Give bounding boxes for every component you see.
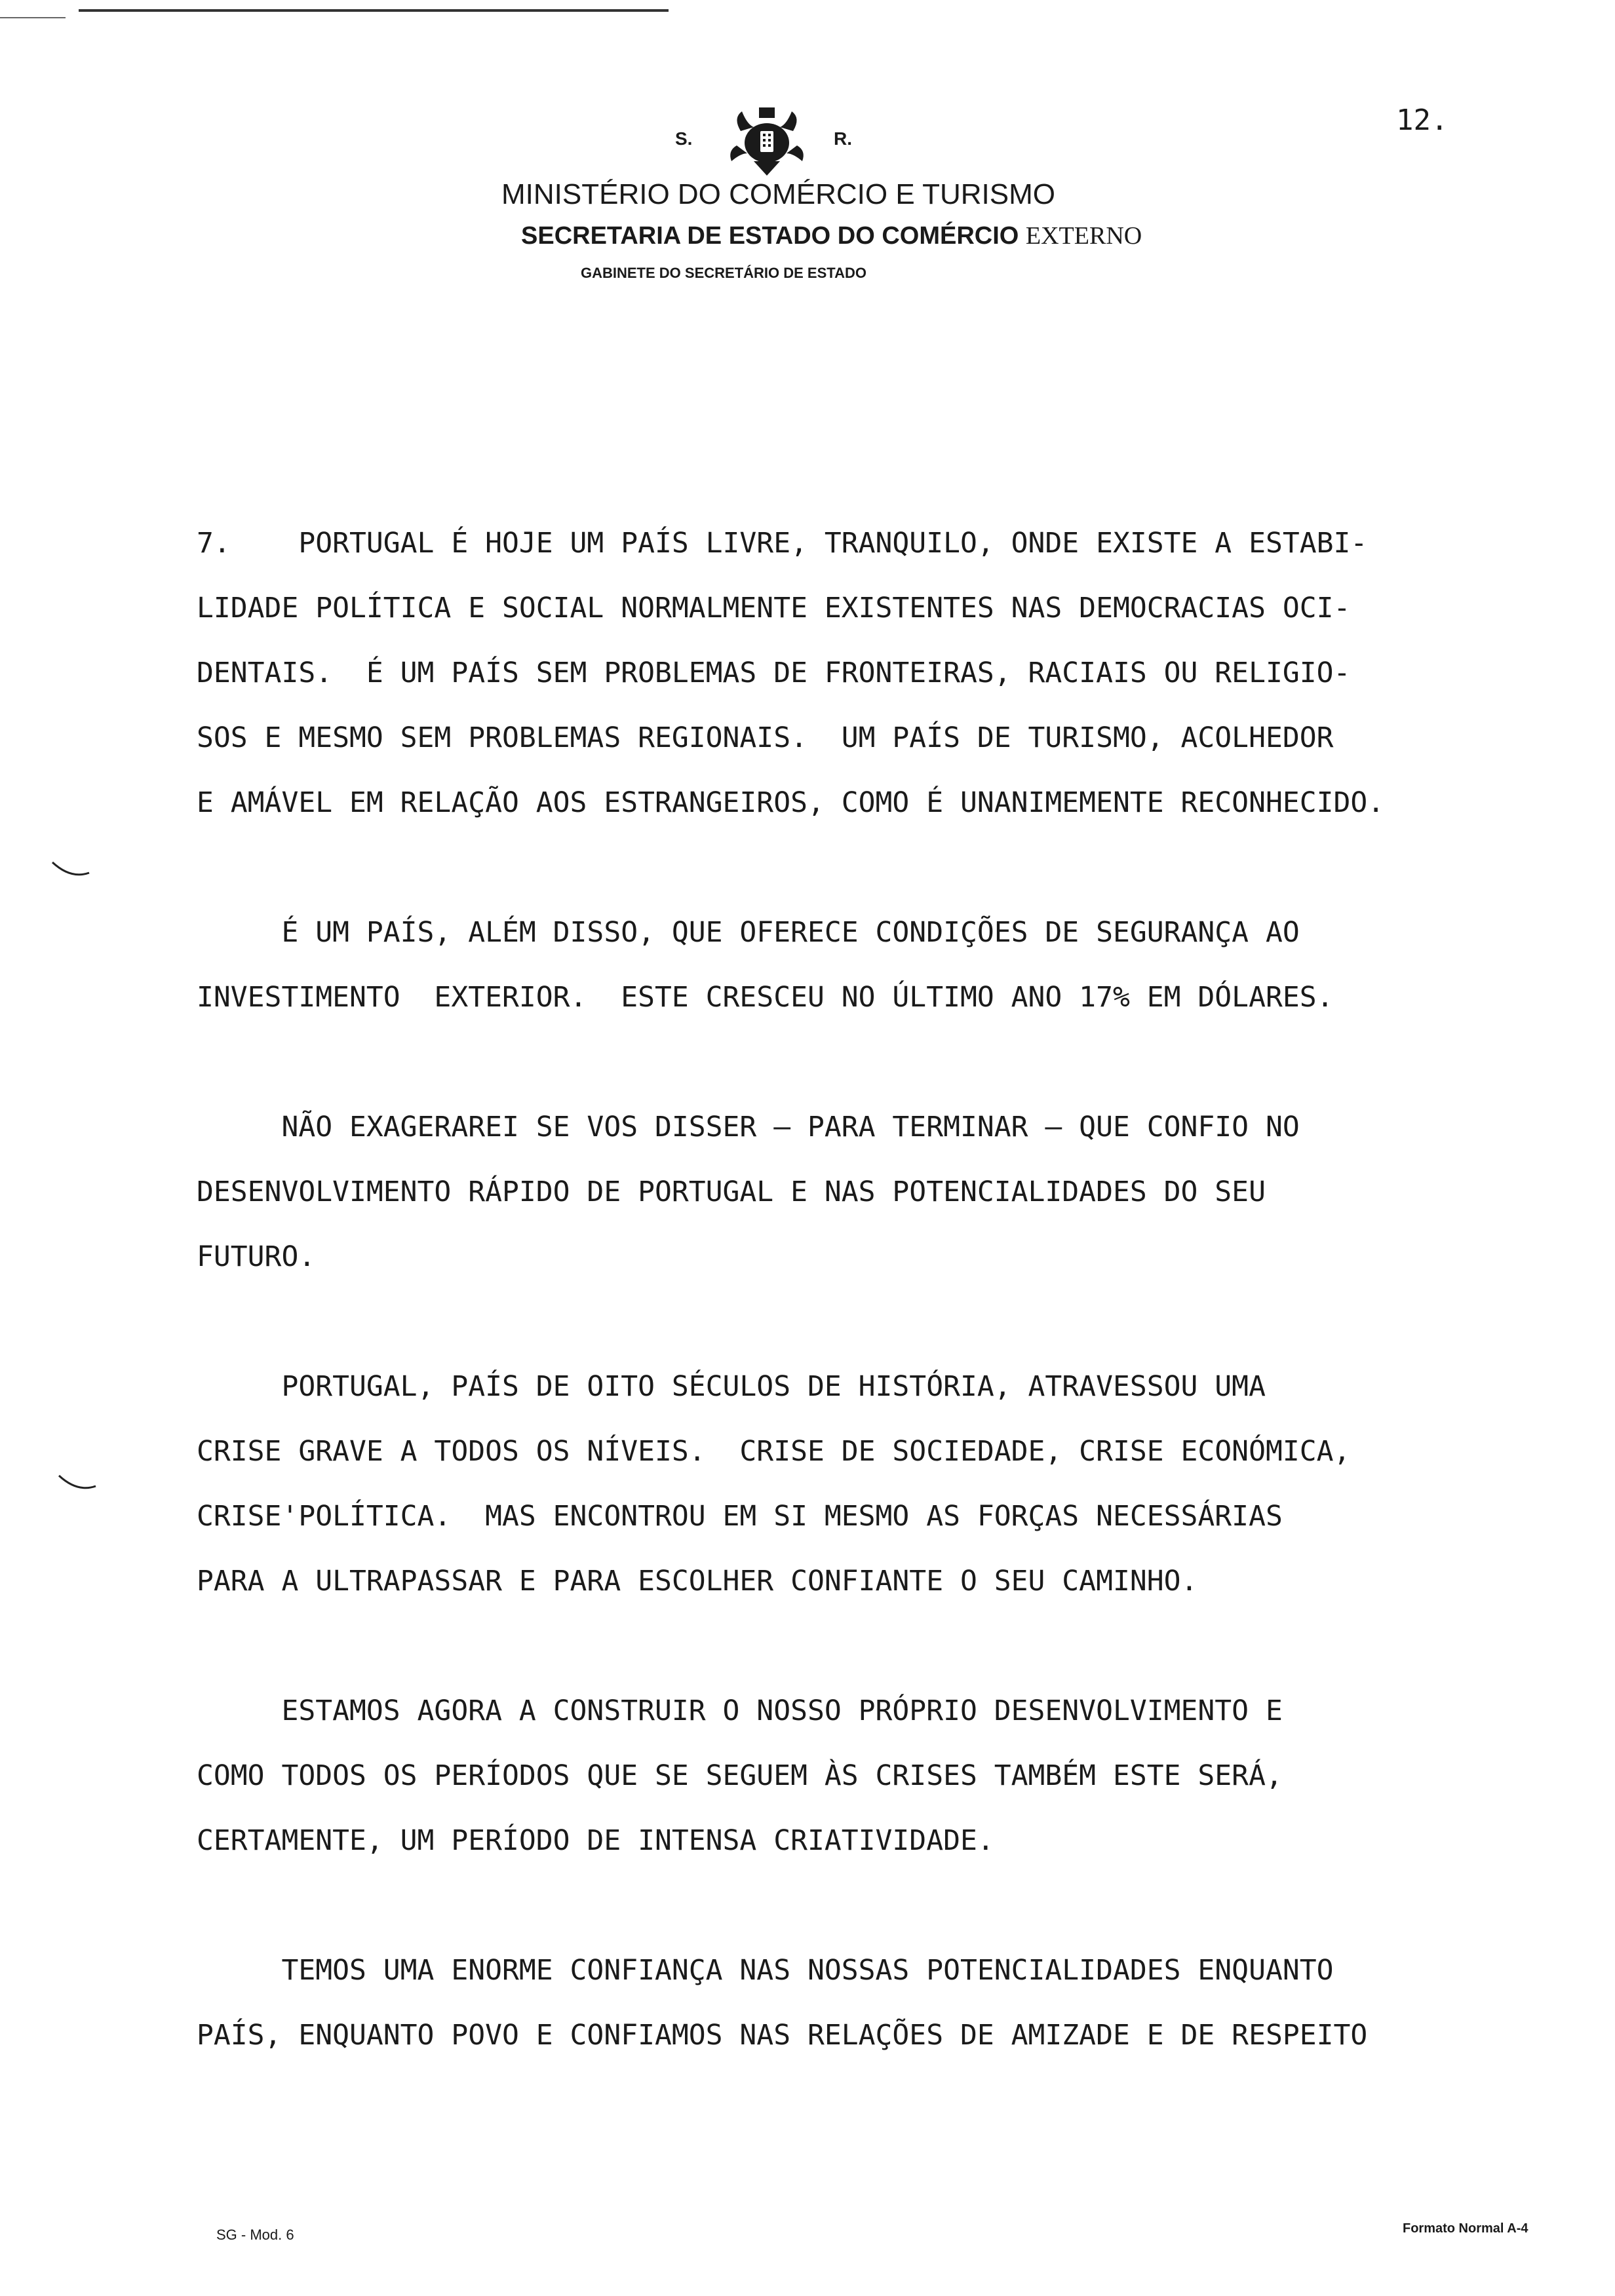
secretaria-name — [521, 221, 1142, 250]
text-line: NÃO EXAGERAREI SE VOS DISSER — PARA TERMINAR — QUE CONFIO NO — [197, 1111, 1300, 1143]
ministry-name: MINISTÉRIO DO COMÉRCIO E TURISMO — [501, 178, 1056, 210]
text-line: INVESTIMENTO EXTERIOR. ESTE CRESCEU NO ÚLTIMO ANO 17% EM DÓLARES. — [197, 981, 1334, 1014]
text-line: PARA A ULTRAPASSAR E PARA ESCOLHER CONFIANTE O SEU CAMINHO. — [197, 1565, 1198, 1598]
document-body — [197, 511, 1586, 2068]
text-line: TEMOS UMA ENORME CONFIANÇA NAS NOSSAS POTENCIALIDADES ENQUANTO — [197, 1954, 1334, 1987]
paper-format: Formato Normal A-4 — [1403, 2221, 1528, 2236]
text-line: CRISE GRAVE A TODOS OS NÍVEIS. CRISE DE SOCIEDADE, CRISE ECONÓMICA, — [197, 1435, 1351, 1468]
paragraph — [197, 1095, 1586, 1290]
seal-left-letter: S. — [675, 128, 693, 149]
top-rule — [79, 9, 669, 12]
margin-mark-icon — [51, 860, 90, 879]
margin-mark-icon — [58, 1473, 97, 1493]
paragraph-7 — [197, 511, 1586, 835]
form-code: SG - Mod. 6 — [216, 2227, 294, 2243]
text-line: CRISE'POLÍTICA. MAS ENCONTROU EM SI MESMO AS FORÇAS NECESSÁRIAS — [197, 1500, 1283, 1533]
text-line: DENTAIS. É UM PAÍS SEM PROBLEMAS DE FRONTEIRAS, RACIAIS OU RELIGIO- — [197, 657, 1351, 689]
text-line: FUTURO. — [197, 1240, 316, 1273]
text-line: 7. PORTUGAL É HOJE UM PAÍS LIVRE, TRANQUILO, ONDE EXISTE A ESTABI- — [197, 527, 1368, 560]
paragraph — [197, 1938, 1586, 2068]
text-line: ESTAMOS AGORA A CONSTRUIR O NOSSO PRÓPRIO DESENVOLVIMENTO E — [197, 1694, 1283, 1727]
text-line: SOS E MESMO SEM PROBLEMAS REGIONAIS. UM PAÍS DE TURISMO, ACOLHEDOR — [197, 721, 1334, 754]
text-line: É UM PAÍS, ALÉM DISSO, QUE OFERECE CONDIÇÕES DE SEGURANÇA AO — [197, 916, 1300, 949]
paragraph — [197, 900, 1586, 1030]
coat-of-arms-icon — [728, 105, 806, 177]
top-rule-short — [0, 17, 66, 18]
text-line: COMO TODOS OS PERÍODOS QUE SE SEGUEM ÀS CRISES TAMBÉM ESTE SERÁ, — [197, 1759, 1283, 1792]
paragraph — [197, 1679, 1586, 1873]
seal-right-letter: R. — [834, 128, 852, 149]
text-line: CERTAMENTE, UM PERÍODO DE INTENSA CRIATIVIDADE. — [197, 1824, 994, 1857]
secretaria-suffix: EXTERNO — [1025, 222, 1142, 250]
gabinete-name: GABINETE DO SECRETÁRIO DE ESTADO — [581, 265, 866, 281]
secretaria-label: SECRETARIA DE ESTADO DO COMÉRCIO — [521, 222, 1019, 250]
text-line: DESENVOLVIMENTO RÁPIDO DE PORTUGAL E NAS POTENCIALIDADES DO SEU — [197, 1176, 1266, 1208]
text-line: E AMÁVEL EM RELAÇÃO AOS ESTRANGEIROS, COMO É UNANIMEMENTE RECONHECIDO. — [197, 786, 1385, 819]
text-line: PAÍS, ENQUANTO POVO E CONFIAMOS NAS RELAÇÕES DE AMIZADE E DE RESPEITO — [197, 2019, 1368, 2052]
page-number: 12. — [1396, 104, 1449, 137]
text-line: LIDADE POLÍTICA E SOCIAL NORMALMENTE EXISTENTES NAS DEMOCRACIAS OCI- — [197, 592, 1351, 624]
text-line: PORTUGAL, PAÍS DE OITO SÉCULOS DE HISTÓRIA, ATRAVESSOU UMA — [197, 1370, 1266, 1403]
paragraph — [197, 1354, 1586, 1614]
